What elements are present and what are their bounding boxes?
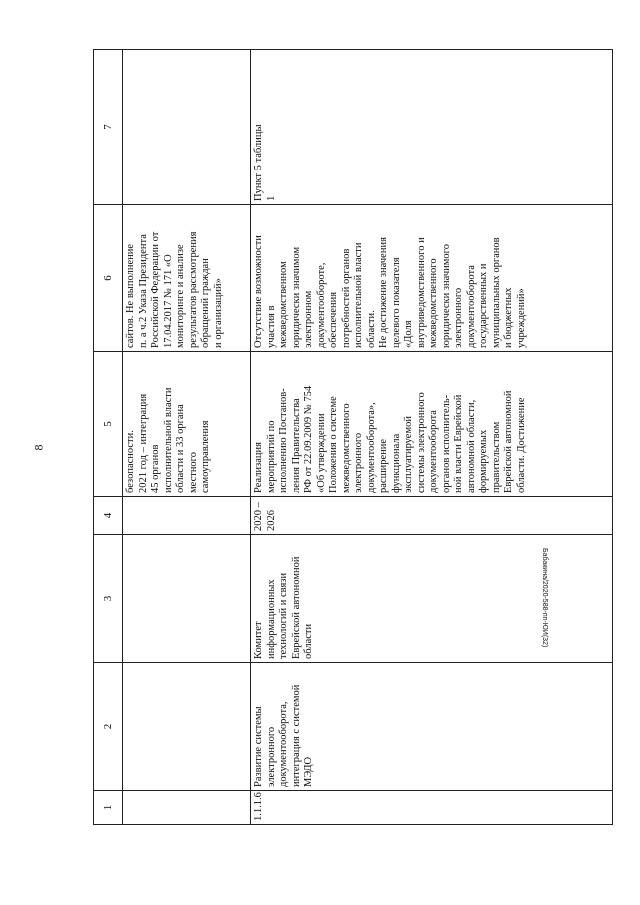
table-cell [123,497,251,535]
column-header: 4 [94,497,123,535]
table-cell [123,663,251,791]
table-cell [123,535,251,663]
table-cell: 1.1.1.6 [251,791,613,825]
column-header: 7 [94,50,123,205]
footer-code: Бабакина/2020-588-пп-ЮИ(32) [541,548,548,648]
rotated-table [93,50,613,825]
column-header: 3 [94,535,123,663]
program-measures-table [93,49,613,825]
column-header: 6 [94,205,123,352]
table-cell: Отсутствие возможности участия в межведомственном юридически значимом электронном документообороте, обеспечения потребностей органов исполнительной власти области. Не достижение значения целевого показателя «Доля внутриведомственного и межведомственного юридически значимого электронного документооборота государственных и муниципальных органов и бюджетных учреждений» [251,205,613,352]
column-header: 5 [94,352,123,497]
table-cell: Пункт 5 таблицы 1 [251,50,613,205]
header-row [94,50,123,825]
table-cell: безопасности. 2021 год – интеграция 45 органов исполнительной власти области и 33 органа местного самоуправления [123,352,251,497]
table-cell [123,50,251,205]
table-row [251,50,613,825]
table-cell [123,791,251,825]
table-row [123,50,251,825]
page-number: 8 [31,444,46,451]
table-cell: Развитие системы электронного документооборота, интеграция с системой МЭДО [251,663,613,791]
table-cell: Комитет информационных технологий и связи Еврейской автономной области [251,535,613,663]
table-cell: сайтов. Не выполнение п. а ч.2 Указа Президента Российской Федерации от 17.04.2017 № 171 «О мониторинге и анализе результатов рассмотрения обращений граждан и организаций» [123,205,251,352]
column-header: 2 [94,663,123,791]
table-cell: Реализация мероприятий по исполнению Постанов- ления Правительства РФ от 22.09.2009 № 754 «Об утверждении Положения о системе межведомственного электронного документооборота», расширение функционала эксплуатируемой системы электронного документооборота органов исполнитель- ной власти Еврейской автономной области, формируемых правительством Еврейской автономной области. Достижение [251,352,613,497]
table-cell: 2020 – 2026 [251,497,613,535]
column-header: 1 [94,791,123,825]
